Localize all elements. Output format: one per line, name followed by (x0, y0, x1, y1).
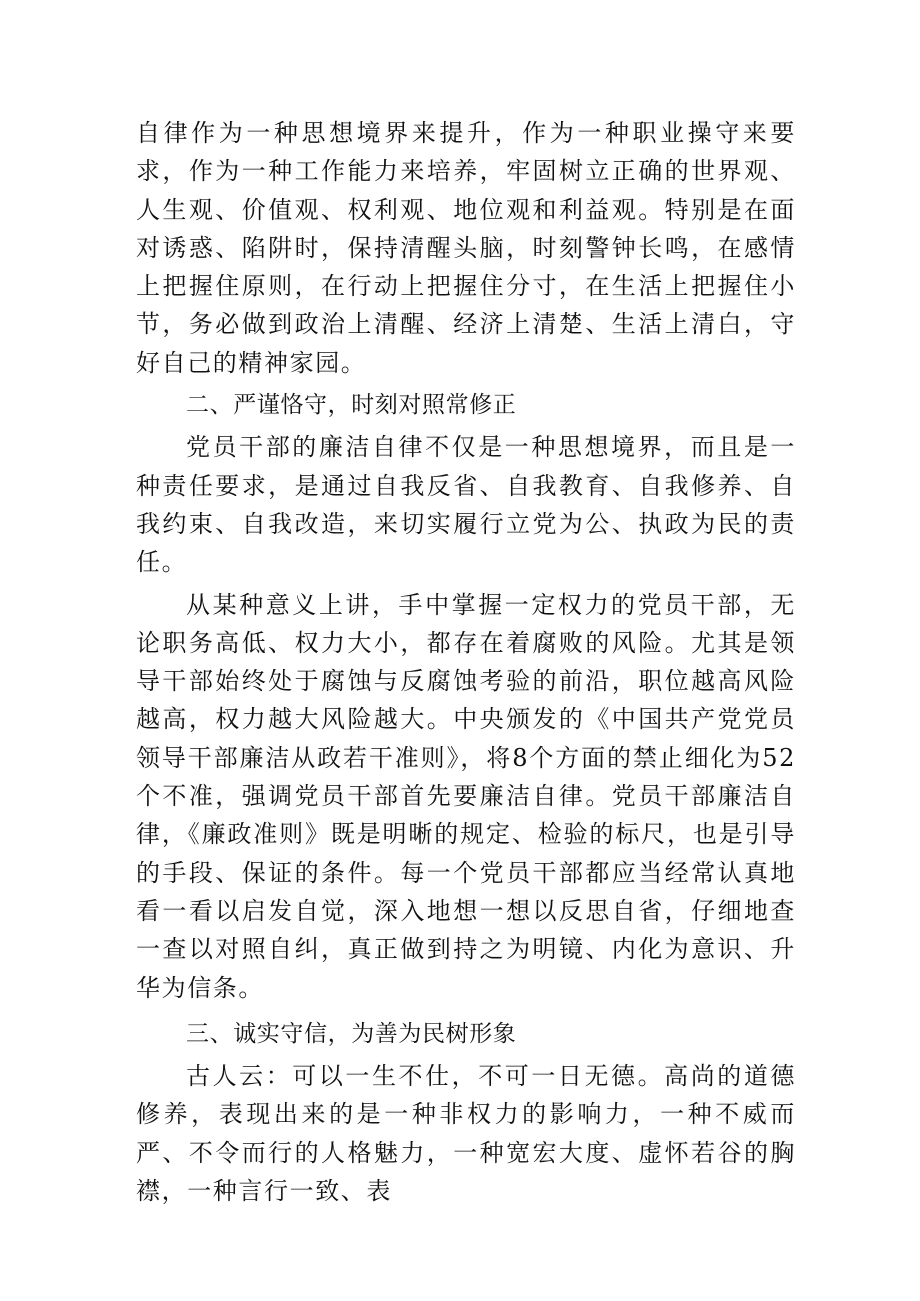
paragraph-2a: 党员干部的廉洁自律不仅是一种思想境界，而且是一种责任要求，是通过自我反省、自我教育、自我修养、自我约束、自我改造，来切实履行立党为公、执政为民的责任。 (136, 433, 796, 577)
section-heading-2: 二、严谨恪守，时刻对照常修正 (186, 392, 517, 419)
paragraph-3a: 古人云：可以一生不仕，不可一日无德。高尚的道德修养，表现出来的是一种非权力的影响力，一种不威而严、不令而行的人格魅力，一种宽宏大度、虚怀若谷的胸襟，一种言行一致、表 (136, 1062, 796, 1206)
document-body (136, 114, 796, 1210)
paragraph-2b: 从某种意义上讲，手中掌握一定权力的党员干部，无论职务高低、权力大小，都存在着腐败的风险。尤其是领导干部始终处于腐蚀与反腐蚀考验的前沿，职位越高风险越高，权力越大风险越大。中央颁发的《中国共产党党员领导干部廉洁从政若干准则》，将8个方面的禁止细化为52个不准，强调党员干部首先要廉洁自律。党员干部廉洁自律，《廉政准则》既是明晰的规定、检验的标尺，也是引导的手段、保证的条件。每一个党员干部都应当经常认真地看一看以启发自觉，深入地想一想以反思自省，仔细地查一查以对照自纠，真正做到持之为明镜、内化为意识、升华为信条。 (136, 590, 796, 1002)
section-heading-3: 三、诚实守信，为善为民树形象 (186, 1020, 517, 1047)
paragraph-continued: 自律作为一种思想境界来提升，作为一种职业操守来要求，作为一种工作能力来培养，牢固树立正确的世界观、人生观、价值观、权利观、地位观和利益观。特别是在面对诱惑、陷阱时，保持清醒头脑，时刻警钟长鸣，在感情上把握住原则，在行动上把握住分寸，在生活上把握住小节，务必做到政治上清醒、经济上清楚、生活上清白，守好自己的精神家园。 (136, 119, 796, 377)
